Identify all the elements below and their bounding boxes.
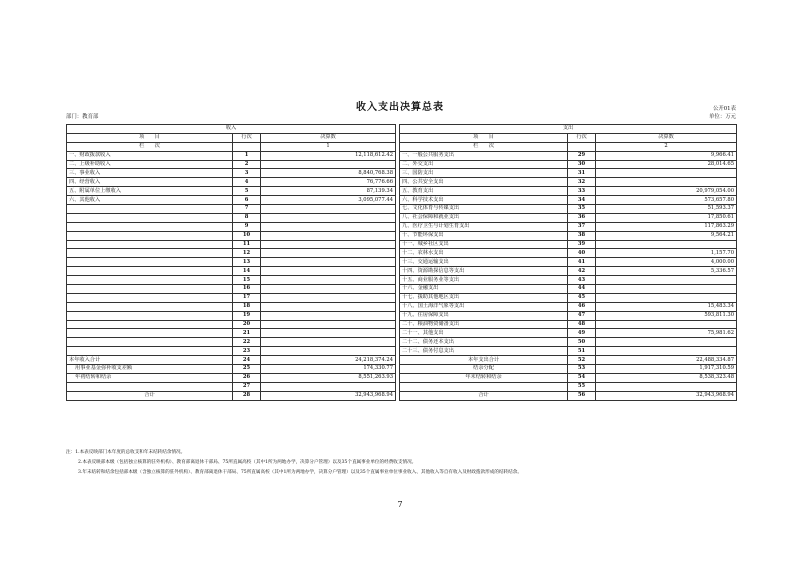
expense-amount: 573,657.80 xyxy=(596,196,737,205)
expense-amount: 28,014.65 xyxy=(596,160,737,169)
summary-row xyxy=(67,391,737,400)
expense-amount xyxy=(596,338,737,347)
expense-seq: 39 xyxy=(568,240,596,249)
expense-seq: 38 xyxy=(568,231,596,240)
expense-item: 五、教育支出 xyxy=(400,187,568,196)
income-item xyxy=(67,338,233,347)
department-label: 部门：教育部 xyxy=(66,114,99,120)
expense-seq: 30 xyxy=(568,160,596,169)
expense-item: 合计 xyxy=(400,391,568,400)
income-item: 年初结转和结余 xyxy=(67,373,233,382)
income-amount xyxy=(261,293,396,302)
expense-amount: 1,157.70 xyxy=(596,249,737,258)
income-seq: 19 xyxy=(233,311,261,320)
expense-item: 十四、资源勘探信息等支出 xyxy=(400,267,568,276)
table-row xyxy=(67,240,737,249)
income-amount xyxy=(261,160,396,169)
expense-item: 十九、住房保障支出 xyxy=(400,311,568,320)
expense-amount: 20,979,054.00 xyxy=(596,187,737,196)
income-item: 五、附属单位上缴收入 xyxy=(67,187,233,196)
table-row xyxy=(67,213,737,222)
expense-seq: 31 xyxy=(568,169,596,178)
expense-amount: 4,000.00 xyxy=(596,258,737,267)
expense-item: 二十二、债务还本支出 xyxy=(400,338,568,347)
expense-amount: 593,811.30 xyxy=(596,311,737,320)
expense-item: 本年支出合计 xyxy=(400,356,568,365)
expense-seq: 51 xyxy=(568,347,596,356)
expense-seq: 42 xyxy=(568,267,596,276)
note-3: 3.年末结转和结余包括部本级（含独立核算的驻外机构）、教育部离退休干部局、75所直属高校（其中1所为两地办学，决算分户管理）以及35个直属事业单位事业收入、其他收入等自有收入及财政拨款形成的结转结余。 xyxy=(78,470,522,475)
expense-item: 结余分配 xyxy=(400,365,568,374)
expense-seq: 32 xyxy=(568,178,596,187)
expense-seq: 40 xyxy=(568,249,596,258)
summary-row xyxy=(67,382,737,391)
expense-amount: 17,850.61 xyxy=(596,213,737,222)
income-amount xyxy=(261,285,396,294)
expense-amount: 22,488,334.87 xyxy=(596,356,737,365)
expense-amount xyxy=(596,320,737,329)
table-row xyxy=(67,249,737,258)
expense-item: 一、一般公共服务支出 xyxy=(400,151,568,160)
income-seq-header: 行次 xyxy=(233,133,261,142)
expense-seq: 48 xyxy=(568,320,596,329)
income-amount xyxy=(261,276,396,285)
expense-amount: 8,538,323.48 xyxy=(596,373,737,382)
expense-amount: 75,981.62 xyxy=(596,329,737,338)
income-amount: 76,776.66 xyxy=(261,178,396,187)
income-seq: 12 xyxy=(233,249,261,258)
expense-item: 十六、金融支出 xyxy=(400,285,568,294)
form-code: 公开01表 xyxy=(712,106,736,112)
expense-lan-label: 栏 次 xyxy=(400,142,568,151)
expense-seq: 54 xyxy=(568,373,596,382)
expense-amount: 9,966.41 xyxy=(596,151,737,160)
page-title: 收入支出决算总表 xyxy=(356,102,444,113)
income-item xyxy=(67,205,233,214)
income-amount xyxy=(261,213,396,222)
expense-item: 十五、商业服务业等支出 xyxy=(400,276,568,285)
expense-amount xyxy=(596,178,737,187)
income-amount xyxy=(261,267,396,276)
table-row xyxy=(67,320,737,329)
income-item xyxy=(67,320,233,329)
expense-seq: 29 xyxy=(568,151,596,160)
expense-item: 四、公共安全支出 xyxy=(400,178,568,187)
expense-item: 六、科学技术支出 xyxy=(400,196,568,205)
income-amount xyxy=(261,240,396,249)
income-item: 三、事业收入 xyxy=(67,169,233,178)
expense-seq: 41 xyxy=(568,258,596,267)
income-seq: 9 xyxy=(233,222,261,231)
expense-seq: 44 xyxy=(568,285,596,294)
income-seq: 27 xyxy=(233,382,261,391)
income-lan-label: 栏 次 xyxy=(67,142,233,151)
expense-seq: 43 xyxy=(568,276,596,285)
expense-section-header: 支出 xyxy=(400,125,737,134)
summary-row xyxy=(67,356,737,365)
income-item xyxy=(67,267,233,276)
table-row xyxy=(67,160,737,169)
income-amount xyxy=(261,320,396,329)
expense-item: 七、文化体育与传媒支出 xyxy=(400,205,568,214)
income-expense-table xyxy=(66,124,737,401)
income-amount: 24,218,374.24 xyxy=(261,356,396,365)
expense-col-index: 2 xyxy=(596,142,737,151)
table-row xyxy=(67,329,737,338)
income-item xyxy=(67,222,233,231)
table-row xyxy=(67,187,737,196)
expense-item: 十八、国土海洋气象等支出 xyxy=(400,302,568,311)
income-item xyxy=(67,347,233,356)
income-seq: 28 xyxy=(233,391,261,400)
income-seq: 18 xyxy=(233,302,261,311)
expense-amount xyxy=(596,382,737,391)
income-seq: 4 xyxy=(233,178,261,187)
table-row xyxy=(67,285,737,294)
income-amount xyxy=(261,382,396,391)
income-item xyxy=(67,258,233,267)
expense-item: 年末结转和结余 xyxy=(400,373,568,382)
expense-amount xyxy=(596,240,737,249)
income-amount xyxy=(261,231,396,240)
income-amount xyxy=(261,258,396,267)
income-seq: 22 xyxy=(233,338,261,347)
expense-amount: 9,564.21 xyxy=(596,231,737,240)
income-item: 二、上级补助收入 xyxy=(67,160,233,169)
expense-seq: 37 xyxy=(568,222,596,231)
note-2: 2.本表反映部本级（包括独立核算的驻外机构）、教育部离退休干部局、75所直属高校（其中1所为两地办学，决算分户管理）以及35个直属事业单位的经费收支情况。 xyxy=(78,460,417,465)
income-item xyxy=(67,382,233,391)
expense-item: 二十一、其他支出 xyxy=(400,329,568,338)
income-seq: 1 xyxy=(233,151,261,160)
income-item: 合计 xyxy=(67,391,233,400)
income-amount xyxy=(261,347,396,356)
income-seq: 15 xyxy=(233,276,261,285)
income-seq: 7 xyxy=(233,205,261,214)
income-seq: 14 xyxy=(233,267,261,276)
table-row xyxy=(67,169,737,178)
income-seq: 23 xyxy=(233,347,261,356)
income-amount: 87,139.34 xyxy=(261,187,396,196)
table-row xyxy=(67,276,737,285)
expense-seq: 53 xyxy=(568,365,596,374)
income-amount xyxy=(261,329,396,338)
page-number: 7 xyxy=(397,500,403,509)
section-header-row xyxy=(67,125,737,134)
expense-item: 十、节能环保支出 xyxy=(400,231,568,240)
expense-item: 十二、农林水支出 xyxy=(400,249,568,258)
table-row xyxy=(67,311,737,320)
income-item xyxy=(67,285,233,294)
expense-amount: 117,863.29 xyxy=(596,222,737,231)
income-item xyxy=(67,213,233,222)
income-item xyxy=(67,249,233,258)
expense-seq: 49 xyxy=(568,329,596,338)
income-amount: 174,330.77 xyxy=(261,365,396,374)
income-section-header: 收入 xyxy=(67,125,396,134)
table-row xyxy=(67,151,737,160)
income-col-index: 1 xyxy=(261,142,396,151)
expense-seq: 52 xyxy=(568,356,596,365)
expense-seq: 56 xyxy=(568,391,596,400)
income-item xyxy=(67,276,233,285)
income-seq: 6 xyxy=(233,196,261,205)
income-item: 六、其他收入 xyxy=(67,196,233,205)
income-amount xyxy=(261,302,396,311)
table-row xyxy=(67,178,737,187)
expense-amount xyxy=(596,285,737,294)
income-item xyxy=(67,302,233,311)
income-amount-header: 决算数 xyxy=(261,133,396,142)
expense-item: 八、社会保障和就业支出 xyxy=(400,213,568,222)
expense-item: 九、医疗卫生与计划生育支出 xyxy=(400,222,568,231)
expense-seq: 46 xyxy=(568,302,596,311)
expense-item: 三、国防支出 xyxy=(400,169,568,178)
income-item: 一、财政拨款收入 xyxy=(67,151,233,160)
summary-row xyxy=(67,365,737,374)
table-row xyxy=(67,302,737,311)
income-seq: 13 xyxy=(233,258,261,267)
table-row xyxy=(67,258,737,267)
income-amount xyxy=(261,338,396,347)
expense-item: 二十、粮油物资储备支出 xyxy=(400,320,568,329)
income-amount: 8,551,263.93 xyxy=(261,373,396,382)
note-1: 注：1.本表反映部门本年度的总收支和年末结转结余情况。 xyxy=(66,450,186,455)
expense-item: 二十三、债务付息支出 xyxy=(400,347,568,356)
income-amount xyxy=(261,311,396,320)
table-row xyxy=(67,347,737,356)
income-item: 本年收入合计 xyxy=(67,356,233,365)
income-item: 用事业基金弥补收支差额 xyxy=(67,365,233,374)
expense-seq-header: 行次 xyxy=(568,133,596,142)
unit-label: 单位：万元 xyxy=(709,114,736,120)
income-amount: 32,943,968.94 xyxy=(261,391,396,400)
column-index-row xyxy=(67,142,737,151)
income-item xyxy=(67,293,233,302)
income-item: 四、经营收入 xyxy=(67,178,233,187)
summary-row xyxy=(67,373,737,382)
income-item xyxy=(67,231,233,240)
income-seq: 8 xyxy=(233,213,261,222)
table-row xyxy=(67,231,737,240)
income-amount xyxy=(261,205,396,214)
income-seq: 2 xyxy=(233,160,261,169)
income-item xyxy=(67,311,233,320)
income-amount: 3,095,077.44 xyxy=(261,196,396,205)
income-seq: 5 xyxy=(233,187,261,196)
expense-amount: 51,593.37 xyxy=(596,205,737,214)
expense-amount xyxy=(596,169,737,178)
expense-item: 十七、援助其他地区支出 xyxy=(400,293,568,302)
income-item xyxy=(67,329,233,338)
expense-amount xyxy=(596,276,737,285)
table-row xyxy=(67,293,737,302)
income-amount: 12,118,612.42 xyxy=(261,151,396,160)
income-seq: 25 xyxy=(233,365,261,374)
income-seq: 11 xyxy=(233,240,261,249)
expense-seq: 45 xyxy=(568,293,596,302)
income-seq: 24 xyxy=(233,356,261,365)
expense-seq: 36 xyxy=(568,213,596,222)
income-amount xyxy=(261,222,396,231)
expense-item: 十三、交通运输支出 xyxy=(400,258,568,267)
income-seq: 10 xyxy=(233,231,261,240)
income-amount xyxy=(261,249,396,258)
table-row xyxy=(67,205,737,214)
expense-amount: 32,943,968.94 xyxy=(596,391,737,400)
expense-item: 二、外交支出 xyxy=(400,160,568,169)
expense-seq: 35 xyxy=(568,205,596,214)
income-seq: 26 xyxy=(233,373,261,382)
expense-seq: 50 xyxy=(568,338,596,347)
income-amount: 8,840,768.38 xyxy=(261,169,396,178)
income-item xyxy=(67,240,233,249)
expense-amount xyxy=(596,347,737,356)
income-item-header: 项 目 xyxy=(67,133,233,142)
table-row xyxy=(67,338,737,347)
income-seq: 20 xyxy=(233,320,261,329)
expense-amount: 15,483.34 xyxy=(596,302,737,311)
income-seq: 3 xyxy=(233,169,261,178)
table-row xyxy=(67,267,737,276)
column-header-row xyxy=(67,133,737,142)
expense-amount: 1,917,310.59 xyxy=(596,365,737,374)
expense-seq: 33 xyxy=(568,187,596,196)
income-seq: 17 xyxy=(233,293,261,302)
table-notes xyxy=(66,448,746,478)
expense-item xyxy=(400,382,568,391)
expense-item: 十一、城乡社区支出 xyxy=(400,240,568,249)
expense-seq: 55 xyxy=(568,382,596,391)
expense-seq: 47 xyxy=(568,311,596,320)
income-seq: 16 xyxy=(233,285,261,294)
expense-amount: 5,336.57 xyxy=(596,267,737,276)
income-seq: 21 xyxy=(233,329,261,338)
expense-item-header: 项 目 xyxy=(400,133,568,142)
expense-amount xyxy=(596,293,737,302)
expense-amount-header: 决算数 xyxy=(596,133,737,142)
table-row xyxy=(67,222,737,231)
expense-seq: 34 xyxy=(568,196,596,205)
table-row xyxy=(67,196,737,205)
